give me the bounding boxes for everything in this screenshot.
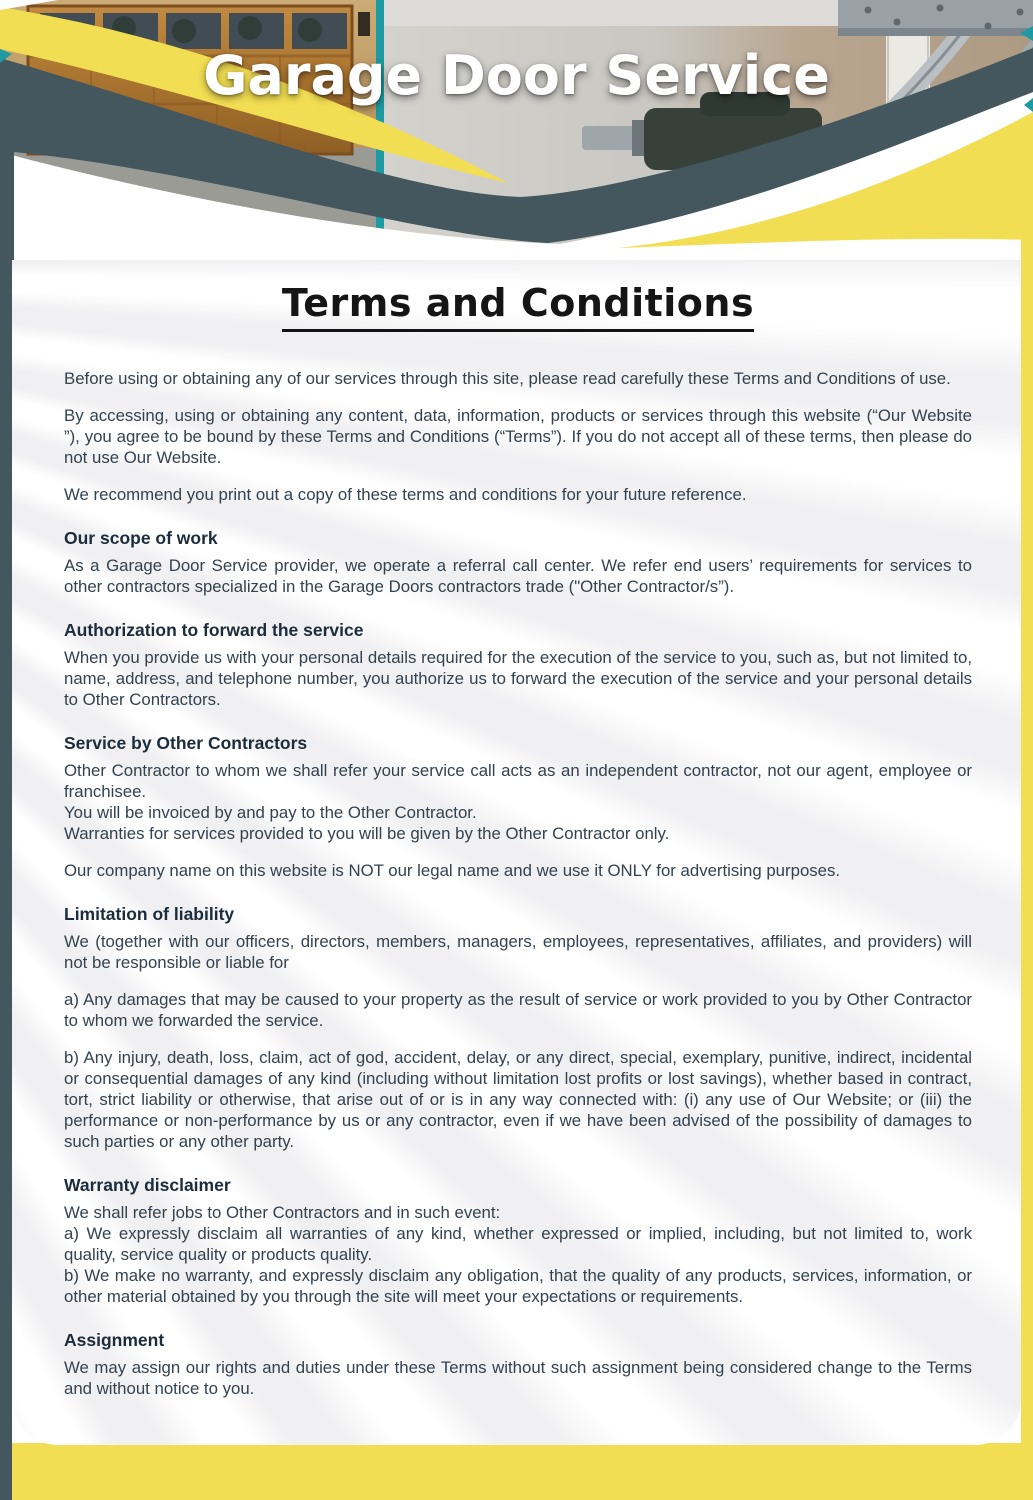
paragraph: We may assign our rights and duties under these Terms without such assignment being considered change to the Terms and without notice to you. — [64, 1358, 972, 1398]
footer-band — [0, 1443, 1033, 1500]
section-heading-warranty: Warranty disclaimer — [64, 1175, 231, 1195]
page-title-wrap — [64, 280, 972, 332]
terms-body — [64, 368, 972, 1399]
paragraph: b) Any injury, death, loss, claim, act of god, accident, delay, or any direct, special, exemplary, punitive, indirect, incidental or consequential damages of any kind (including without limitation lost profits or lost savings), whether based in contract, tort, strict liability or otherwise, that arise out of or is in any way connected with: (i) any use of Our Website; or (iii) the performance or non-performance by us or any contractor, even if we have been advised of the possibility of damages to such parties or any other party. — [64, 1048, 972, 1151]
paragraph: We recommend you print out a copy of these terms and conditions for your future reference. — [64, 485, 747, 504]
section-heading-service: Service by Other Contractors — [64, 733, 308, 753]
paragraph: As a Garage Door Service provider, we operate a referral call center. We refer end users’ requirements for services to other contractors specialized in the Garage Doors contractors trade ("Other Contractor/s”). — [64, 556, 972, 596]
paragraph: Our company name on this website is NOT our legal name and we use it ONLY for advertising purposes. — [64, 861, 841, 880]
paragraph: a) We expressly disclaim all warranties of any kind, whether expressed or implied, including, but not limited to, work quality, service quality or products quality. — [64, 1224, 972, 1264]
paragraph: We shall refer jobs to Other Contractors and in such event: — [64, 1203, 501, 1222]
header-banner — [0, 0, 1033, 260]
section-heading-scope: Our scope of work — [64, 528, 218, 548]
paragraph: By accessing, using or obtaining any content, data, information, products or services through this website (“Our Website ”), you agree to be bound by these Terms and Conditions (“Terms”). If you do not accept all of these terms, then please do not use Our Website. — [64, 406, 972, 467]
paragraph: Warranties for services provided to you will be given by the Other Contractor only. — [64, 824, 670, 843]
paragraph: We (together with our officers, directors, members, managers, employees, representatives, affiliates, and providers) will not be responsible or liable for — [64, 932, 972, 972]
banner-title: Garage Door Service — [203, 44, 830, 107]
paragraph: You will be invoiced by and pay to the Other Contractor. — [64, 803, 477, 822]
paragraph: Other Contractor to whom we shall refer your service call acts as an independent contractor, not our agent, employee or franchisee. — [64, 761, 972, 801]
left-accent-strip — [0, 150, 12, 1500]
paragraph: b) We make no warranty, and expressly disclaim any obligation, that the quality of any products, services, information, or other material obtained by you through the site will meet your expectations or requirements. — [64, 1266, 972, 1306]
paragraph: When you provide us with your personal details required for the execution of the service to you, such as, but not limited to, name, address, and telephone number, you authorize us to forward the execution of the service and your personal details to Other Contractors. — [64, 648, 972, 709]
right-accent-strip — [1021, 140, 1033, 1500]
paragraph: Before using or obtaining any of our services through this site, please read carefully these Terms and Conditions of use. — [64, 369, 951, 388]
top-track-edge — [838, 28, 1033, 36]
header-art — [0, 0, 1033, 260]
page-title: Terms and Conditions — [282, 280, 754, 332]
content-card — [12, 150, 1021, 1445]
porch-lantern — [358, 12, 370, 36]
section-heading-authorization: Authorization to forward the service — [64, 620, 364, 640]
paragraph: a) Any damages that may be caused to your property as the result of service or work provided to you by Other Contractor to whom we forwarded the service. — [64, 990, 972, 1030]
section-heading-liability: Limitation of liability — [64, 904, 235, 924]
section-heading-assignment: Assignment — [64, 1330, 165, 1350]
